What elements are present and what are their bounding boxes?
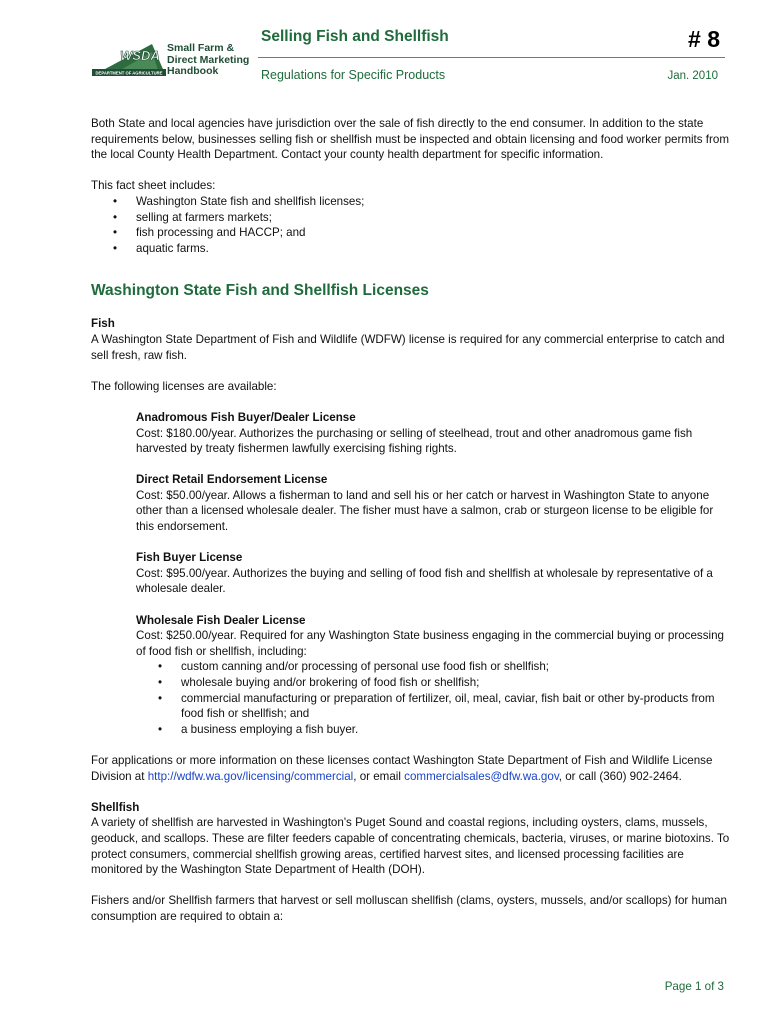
license-wholesale — [136, 613, 731, 738]
intro-list-heading: This fact sheet includes: — [91, 179, 216, 193]
license-name: Fish Buyer License — [136, 551, 243, 565]
header-divider — [258, 57, 725, 58]
logo-line-3: Handbook — [167, 65, 219, 77]
license-name: Anadromous Fish Buyer/Dealer License — [136, 410, 356, 424]
list-item: • custom canning and/or processing of personal use food fish or shellfish; — [136, 659, 731, 675]
contact-text-mid: , or email — [353, 769, 405, 783]
svg-text:DEPARTMENT OF AGRICULTURE: DEPARTMENT OF AGRICULTURE — [95, 70, 163, 76]
wholesale-list — [136, 659, 731, 737]
shellfish-heading: Shellfish — [91, 800, 140, 814]
intro-paragraph: Both State and local agencies have jurisdiction over the sale of fish directly to the end consumer. In addition to the state requirements below, businesses selling fish or shellfish must be inspected and obtain licensing and food worker permits from the local County Health Department. Contact your county health department for specific information. — [91, 117, 729, 162]
shellfish-paragraph: A variety of shellfish are harvested in Washington's Puget Sound and coastal regions, including oysters, clams, mussels, geoduck, and scallops. These are filter feeders capable of concentrating chemicals, bacteria, viruses, or marine biotoxins. To protect consumers, commercial shellfish growing areas, certified harvest sites, and licensed processing facilities are monitored by the Washington State Department of Health (DOH). — [91, 816, 730, 877]
list-item: • commercial manufacturing or preparation of fertilizer, oil, meal, caviar, fish bait or other by-products from food fish or shellfish; and — [136, 691, 731, 722]
page-title: Selling Fish and Shellfish — [261, 28, 449, 45]
license-name: Direct Retail Endorsement License — [136, 473, 328, 487]
logo-text — [167, 43, 249, 78]
page-number: Page 1 of 3 — [664, 980, 724, 993]
license-fish-buyer — [136, 550, 731, 597]
license-text: Cost: $95.00/year. Authorizes the buying and selling of food fish and shellfish at wholesale by representative of a wholesale dealer. — [136, 566, 713, 596]
fish-paragraph: A Washington State Department of Fish and Wildlife (WDFW) license is required for any commercial enterprise to catch and sell fresh, raw fish. — [91, 332, 725, 362]
intro-list — [91, 194, 731, 256]
document-body — [91, 116, 731, 940]
license-name: Wholesale Fish Dealer License — [136, 613, 306, 627]
wdfw-licensing-link[interactable]: http://wdfw.wa.gov/licensing/commercial — [147, 769, 354, 783]
list-item: • wholesale buying and/or brokering of food fish or shellfish; — [136, 675, 731, 691]
list-item: • aquatic farms. — [91, 241, 731, 257]
licenses-intro: The following licenses are available: — [91, 379, 277, 393]
contact-text-pre: For applications or more information on these licenses contact Washington State Department of Fish and Wildlife License Division at — [91, 753, 713, 783]
publication-date: Jan. 2010 — [667, 70, 718, 82]
svg-text:WSDA: WSDA — [120, 48, 160, 63]
list-item: • selling at farmers markets; — [91, 210, 731, 226]
list-item: • Washington State fish and shellfish licenses; — [91, 194, 731, 210]
license-direct-retail — [136, 472, 731, 534]
section-title: Washington State Fish and Shellfish Licenses — [91, 282, 429, 300]
shellfish-paragraph-2: Fishers and/or Shellfish farmers that harvest or sell molluscan shellfish (clams, oysters, mussels, and/or scallops) for human consumption are required to obtain a: — [91, 894, 727, 923]
page-subtitle: Regulations for Specific Products — [261, 68, 446, 82]
license-text: Cost: $250.00/year. Required for any Washington State business engaging in the commercial buying or processing of food fish or shellfish, including: — [136, 629, 724, 658]
license-anadromous — [136, 410, 731, 457]
logo-line-1: Small Farm & — [167, 42, 235, 54]
contact-text-post: , or call (360) 902-2464. — [558, 769, 682, 783]
logo-line-2: Direct Marketing — [167, 53, 250, 66]
list-item: • fish processing and HACCP; and — [91, 225, 731, 241]
license-text: Cost: $50.00/year. Allows a fisherman to land and sell his or her catch or harvest in Washington State to anyone other than a licensed wholesale dealer. The fisher must have a salmon, crab or sturgeon license to be eligible for this endorsement. — [136, 488, 714, 534]
license-text: Cost: $180.00/year. Authorizes the purchasing or selling of steelhead, trout and other anadromous game fish harvested by treaty fishermen lawfully exercising fishing rights. — [136, 426, 693, 456]
contact-paragraph — [91, 753, 731, 784]
fact-sheet-number: # 8 — [688, 26, 720, 52]
list-item: • a business employing a fish buyer. — [136, 722, 731, 738]
commercial-sales-email-link[interactable]: commercialsales@dfw.wa.gov — [404, 769, 559, 783]
fish-heading: Fish — [91, 317, 115, 331]
